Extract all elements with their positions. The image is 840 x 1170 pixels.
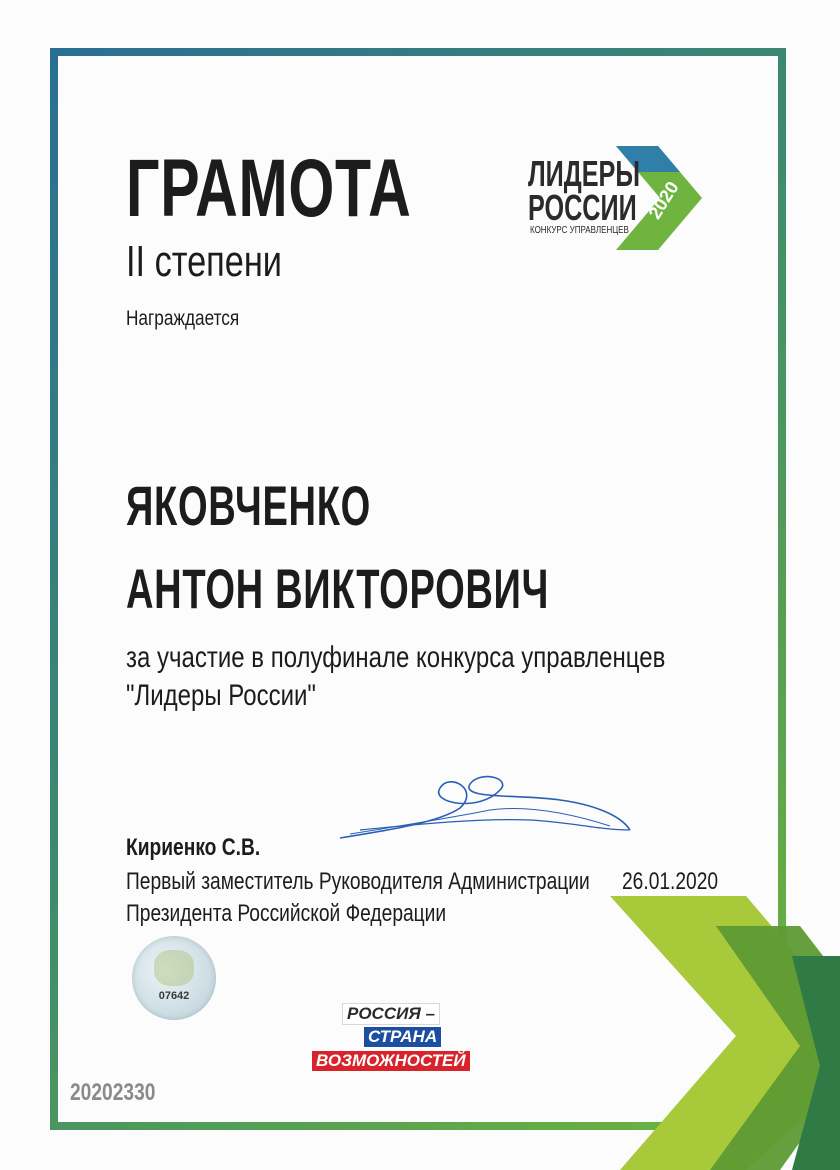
reason-line-1: за участие в полуфинале конкурса управленцев	[126, 641, 666, 674]
awarded-label: Награждается	[126, 307, 240, 330]
slogan-line-1: РОССИЯ –	[342, 1003, 440, 1025]
russia-land-of-opportunities-logo	[312, 1003, 492, 1075]
slogan-line-3: ВОЗМОЖНОСТЕЙ	[312, 1051, 470, 1071]
logo-line2: РОССИИ	[528, 187, 637, 228]
certificate-title: ГРАМОТА	[126, 143, 412, 234]
hologram-number: 07642	[158, 990, 190, 1002]
signer-name: Кириенко С.В.	[126, 834, 261, 861]
recipient-given-names: АНТОН ВИКТОРОВИЧ	[126, 557, 550, 620]
logo-line1: ЛИДЕРЫ	[528, 153, 641, 194]
recipient-surname: ЯКОВЧЕНКО	[126, 474, 371, 537]
logo-year: 2020	[644, 177, 683, 223]
eagle-emblem-icon	[154, 950, 194, 986]
certificate-degree: II степени	[126, 237, 282, 286]
signer-position-line-2: Президента Российской Федерации	[126, 900, 447, 927]
logo-subtitle: КОНКУРС УПРАВЛЕНЦЕВ	[530, 225, 629, 236]
serial-number: 20202330	[70, 1079, 156, 1106]
reason-line-2: "Лидеры России"	[126, 679, 316, 712]
hologram-seal	[132, 936, 216, 1020]
handwritten-signature	[330, 760, 640, 850]
issue-date: 26.01.2020	[622, 868, 719, 895]
slogan-line-2: СТРАНА	[364, 1027, 441, 1047]
signer-position-line-1: Первый заместитель Руководителя Администрации	[126, 868, 590, 895]
leaders-of-russia-logo	[528, 146, 708, 256]
decorative-chevrons	[560, 896, 840, 1170]
